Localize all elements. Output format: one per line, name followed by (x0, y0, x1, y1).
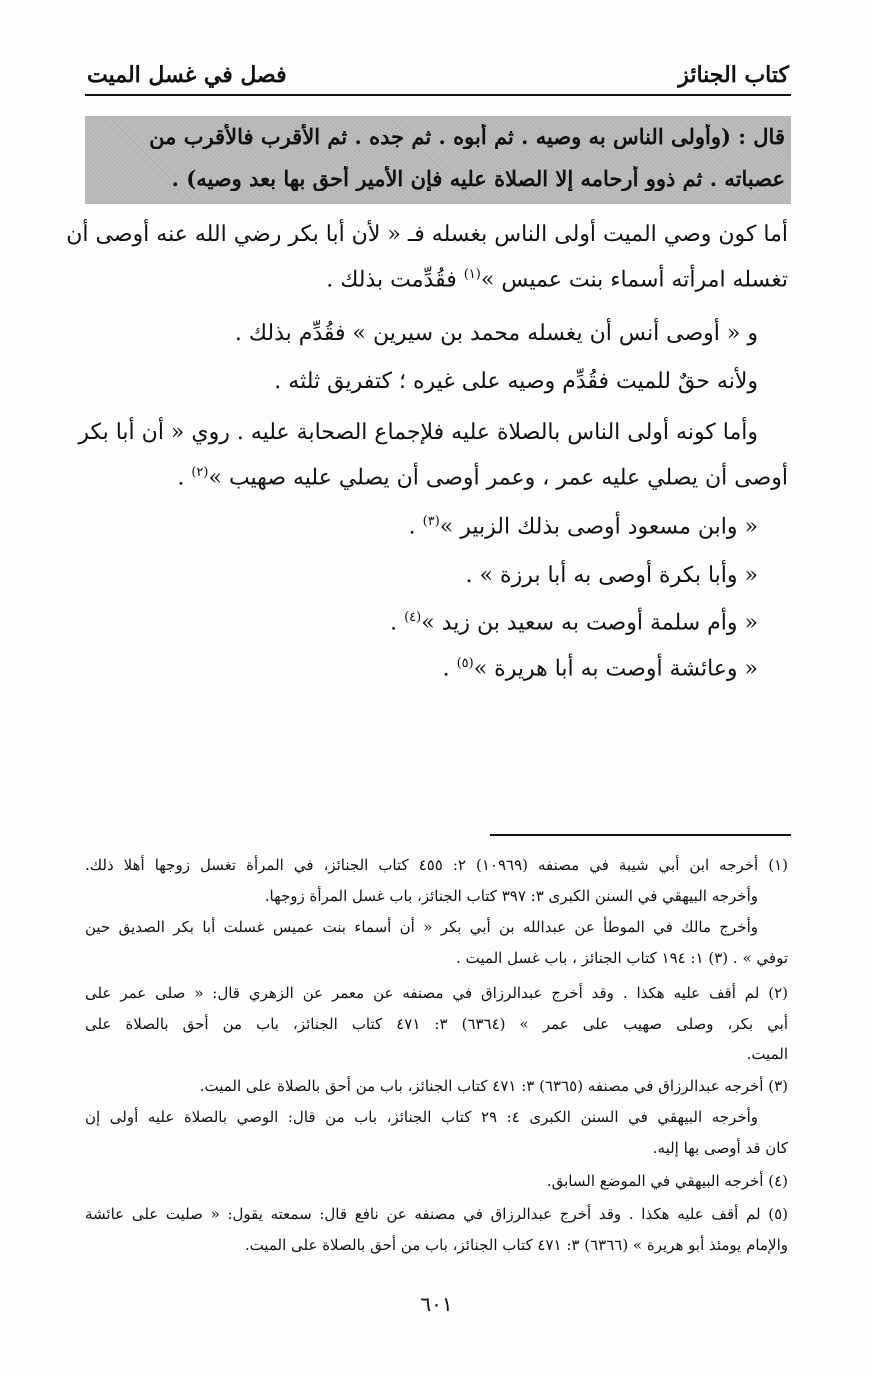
footnote-2-line-3: الميت. (746, 1045, 788, 1063)
body-line-4: ولأنه حقٌ للميت فقُدِّم وصيه على غيره ؛ كتفريق ثلثه . (274, 369, 758, 394)
page-number: ٦٠١ (420, 1292, 453, 1316)
footnote-ref-3: (٣) (422, 514, 440, 529)
footnote-2-line-2: أبي بكر، وصلى صهيب على عمر » (٦٣٦٤) ٣: ٤٧١ كتاب الجنائز، باب من أحق بالصلاة على (85, 1015, 789, 1033)
body-line-7: « وابن مسعود أوصى بذلك الزبير »$^{(٣)}$ . (408, 514, 758, 540)
footnote-1-line-1: (١) أخرجه ابن أبي شيبة في مصنفه (١٠٩٦٩) ٢: ٤٥٥ كتاب الجنائز، في المرأة تغسل زوجها أهلا ذلك. (85, 856, 788, 874)
footnote-5-line-2: والإمام يومئذ أبو هريرة » (٦٣٦٦) ٣: ٤٧١ كتاب الجنائز، باب من أحق بالصلاة على الميت. (244, 1236, 788, 1254)
body-line-9: « وأم سلمة أوصت به سعيد بن زيد »$^{(٤)}$ . (390, 610, 758, 636)
body-line-1: أما كون وصي الميت أولى الناس بغسله فـ « لأن أبا بكر رضي الله عنه أوصى أن (66, 222, 788, 247)
footnote-separator (490, 834, 791, 836)
footnote-2-line-1: (٢) لم أقف عليه هكذا . وقد أخرج عبدالرزاق في مصنفه عن معمر عن الزهري قال: « صلى عمر على (85, 984, 788, 1002)
body-line-6: أوصى أن يصلي عليه عمر ، وعمر أوصى أن يصلي عليه صهيب »$^{(٢)}$ . (177, 465, 788, 491)
body-line-2: تغسله امرأته أسماء بنت عميس »$^{(١)}$ فقُدِّمت بذلك . (326, 267, 788, 293)
footnote-1-line-3: وأخرج مالك في الموطأ عن عبدالله بن أبي بكر « أن أسماء بنت عميس غسلت أبا بكر الصديق حين (85, 918, 758, 936)
quote-line-1: قال : (وأولى الناس به وصيه . ثم أبوه . ثم جده . ثم الأقرب فالأقرب من (149, 124, 785, 149)
footnote-ref-2: (٢) (191, 465, 209, 480)
footnote-5-line-1: (٥) لم أقف عليه هكذا . وقد أخرج عبدالرزاق في مصنفه عن نافع قال: سمعته يقول: « صليت على عائشة (85, 1205, 788, 1223)
body-line-10: « وعائشة أوصت به أبا هريرة »$^{(٥)}$ . (442, 656, 758, 682)
quote-line-2: عصباته . ثم ذوو أرحامه إلا الصلاة عليه فإن الأمير أحق بها بعد وصيه) . (171, 166, 785, 191)
footnote-4-line-1: (٤) أخرجه البيهقي في الموضع السابق. (546, 1172, 788, 1190)
footnote-ref-5: (٥) (456, 656, 474, 671)
footnote-1-line-2: وأخرجه البيهقي في السنن الكبرى ٣: ٣٩٧ كتاب الجنائز، باب غسل المرأة زوجها. (264, 887, 758, 905)
matn-quote-box (85, 116, 791, 204)
body-line-8: « وأبا بكرة أوصى به أبا برزة » . (465, 563, 758, 588)
footnote-1-line-4: توفي » . (٣) ١: ١٩٤ كتاب الجنائز ، باب غسل الميت . (456, 949, 788, 967)
running-header (85, 58, 791, 96)
section-title: فصل في غسل الميت (87, 62, 287, 88)
footnote-ref-4: (٤) (404, 610, 422, 625)
footnote-ref-1: (١) (463, 267, 481, 282)
footnote-3-line-1: (٣) أخرجه عبدالرزاق في مصنفه (٦٣٦٥) ٣: ٤٧١ كتاب الجنائز، باب من أحق بالصلاة على الميت. (199, 1077, 788, 1095)
book-title: كتاب الجنائز (678, 62, 789, 88)
body-line-3: و « أوصى أنس أن يغسله محمد بن سيرين » فقُدِّم بذلك . (234, 321, 758, 346)
footnote-3-line-3: كان قد أوصى بها إليه. (652, 1139, 788, 1157)
footnote-3-line-2: وأخرجه البيهقي في السنن الكبرى ٤: ٢٩ كتاب الجنائز، باب من قال: الوصي بالصلاة عليه أولى إن (85, 1108, 759, 1126)
body-line-5: وأما كونه أولى الناس بالصلاة عليه فلإجماع الصحابة عليه . روي « أن أبا بكر (78, 420, 758, 445)
